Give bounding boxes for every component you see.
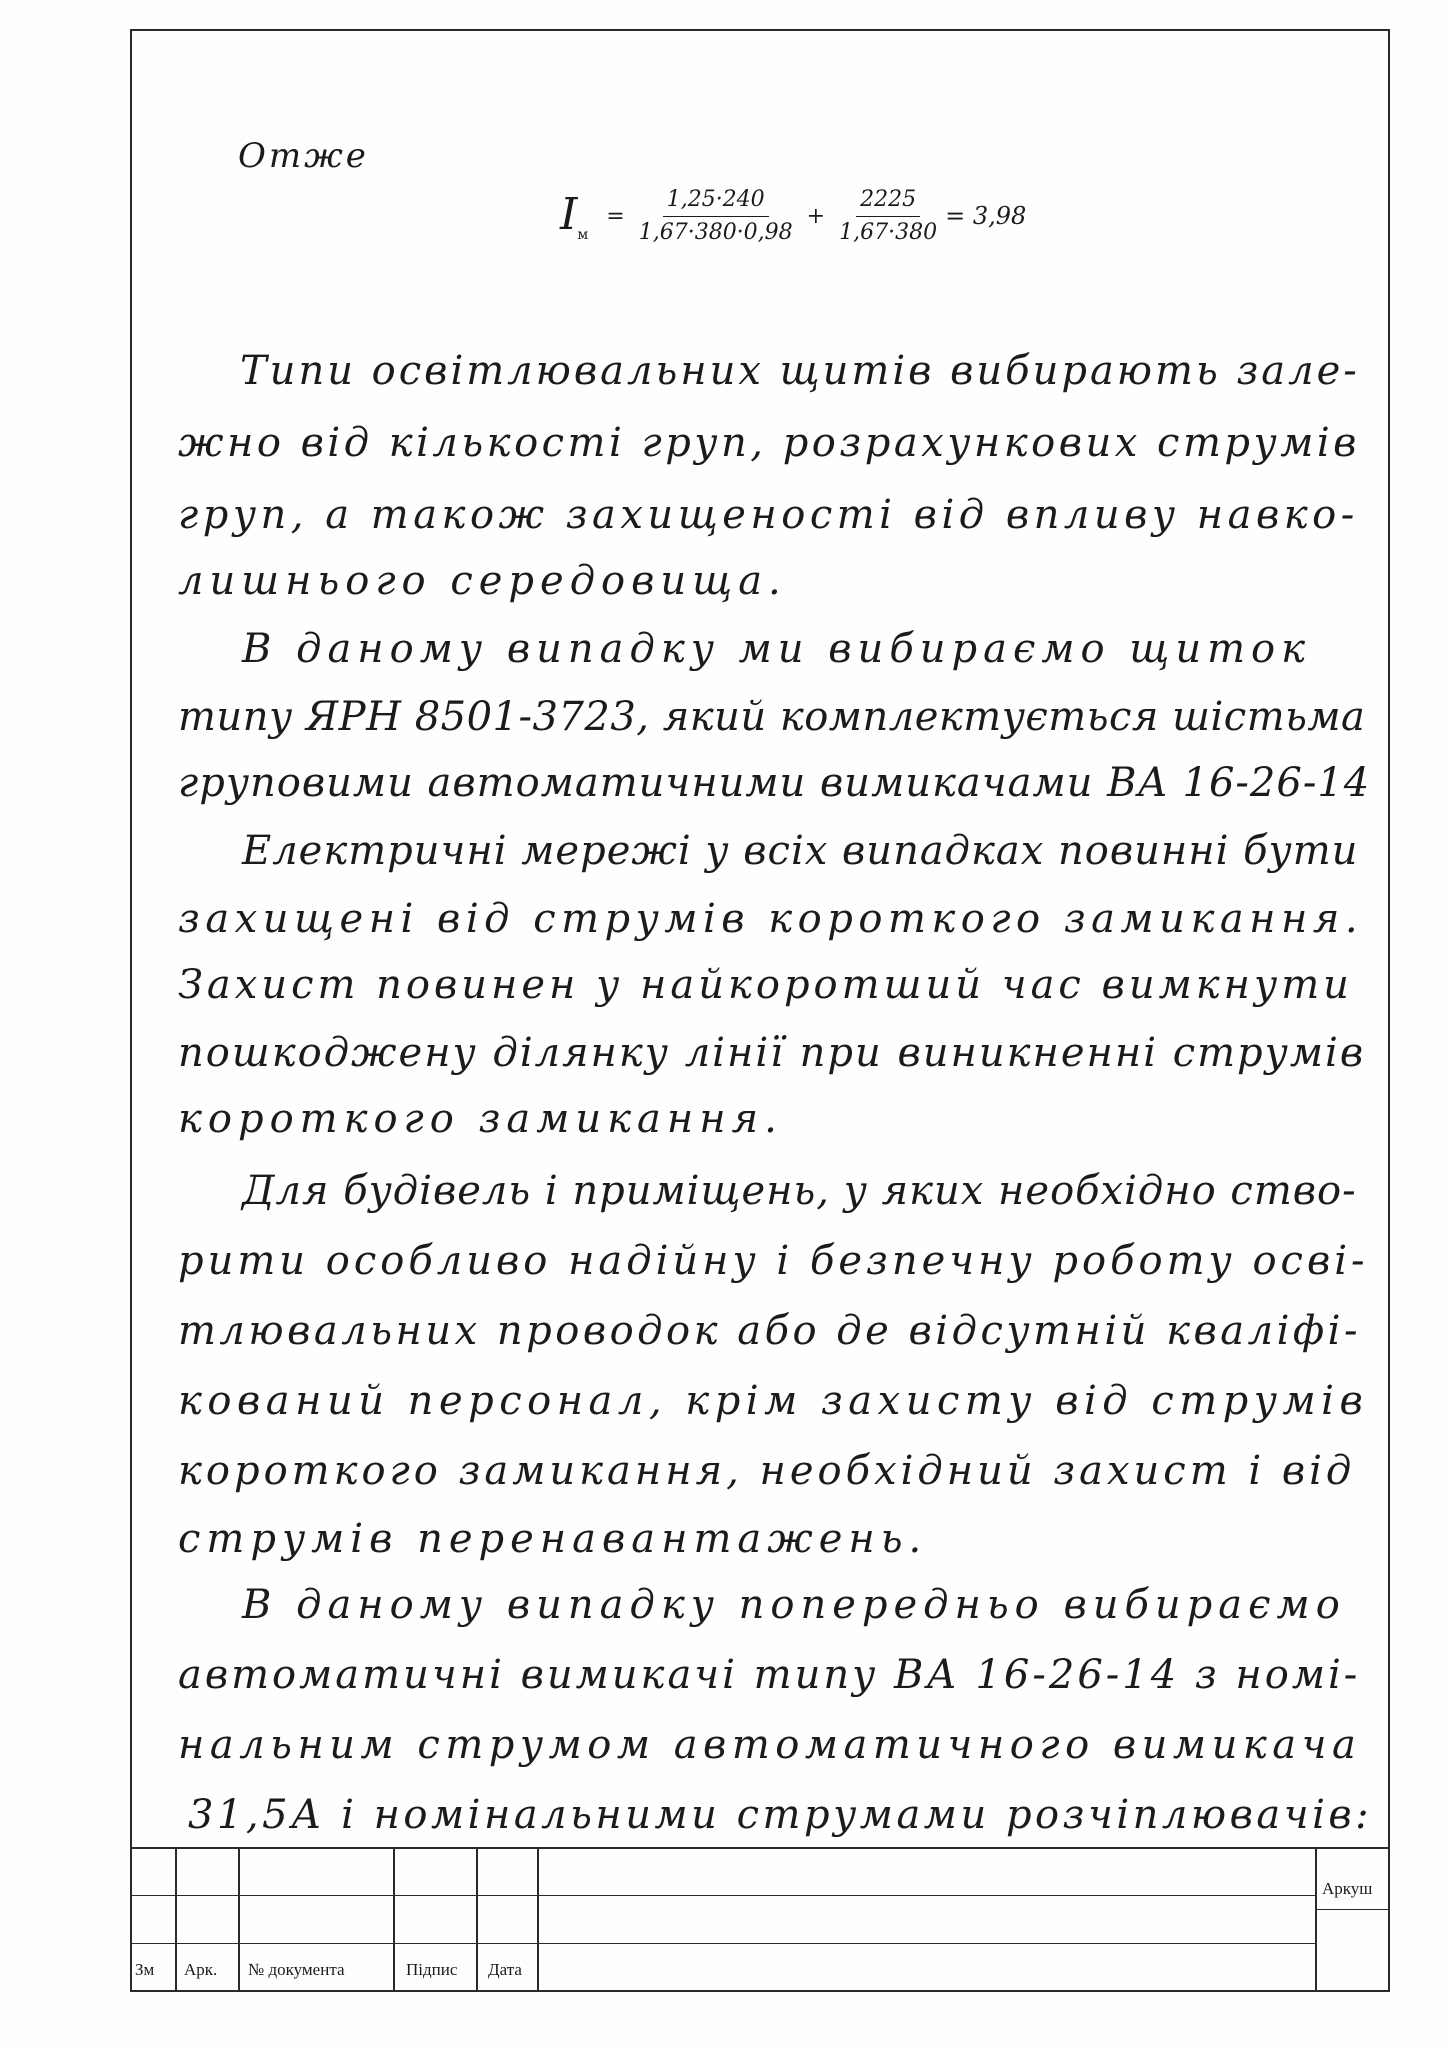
title-block-col-line	[175, 1847, 177, 1992]
formula-lhs	[560, 189, 588, 243]
title-block-row-line	[130, 1943, 1315, 1944]
sheet-label: Аркуш	[1322, 1879, 1373, 1898]
formula-lhs-subscript: м	[577, 226, 589, 243]
text-line: 31,5А і номінальними струмами розчіплювачів:	[188, 1792, 1373, 1838]
text-line: пошкоджену ділянку лінії при виникненні струмів	[178, 1030, 1366, 1076]
intro-word: Отже	[238, 136, 369, 176]
title-block-row-line	[130, 1895, 1315, 1896]
formula-fraction-1	[635, 186, 797, 246]
text-line: кований персонал, крім захисту від струмів	[178, 1378, 1369, 1424]
title-block-col-line	[537, 1847, 539, 1992]
formula-lhs-symbol: I	[560, 189, 578, 241]
fraction-2-numerator: 2225	[856, 186, 920, 217]
title-block-row-line	[1315, 1909, 1390, 1910]
text-line: Електричні мережі у всіх випадках повинні бути	[242, 828, 1359, 874]
text-line: рити особливо надійну і безпечну роботу осві-	[178, 1238, 1369, 1284]
fraction-1-numerator: 1,25·240	[663, 186, 769, 217]
formula-fraction-2	[835, 186, 941, 246]
text-line: Типи освітлювальних щитів вибирають зале-	[240, 348, 1360, 394]
text-line: типу ЯРН 8501-3723, який комплектується шістьма	[178, 694, 1366, 740]
fraction-2-denominator: 1,67·380	[839, 219, 938, 245]
col-label-zm: Зм	[135, 1960, 155, 1979]
title-block-top-border	[130, 1847, 1390, 1849]
formula-equals: =	[606, 203, 625, 229]
text-line: короткого замикання.	[178, 1096, 783, 1142]
text-line: струмів перенавантажень.	[178, 1516, 928, 1562]
col-label-date: Дата	[488, 1960, 522, 1979]
title-block-col-line	[238, 1847, 240, 1992]
text-line: короткого замикання, необхідний захист і від	[178, 1448, 1356, 1494]
title-block	[130, 1847, 1390, 1992]
text-line: груп, а також захищеності від впливу навко-	[178, 492, 1359, 538]
text-line: захищені від струмів короткого замикання.	[178, 896, 1364, 942]
title-block-col-line	[1315, 1847, 1317, 1992]
formula-result: = 3,98	[945, 202, 1027, 230]
text-line: автоматичні вимикачі типу ВА 16-26-14 з номі-	[178, 1652, 1361, 1698]
title-block-col-line	[476, 1847, 478, 1992]
current-formula	[560, 186, 1026, 246]
col-label-doc-no: № документа	[248, 1960, 345, 1979]
title-block-col-line	[393, 1847, 395, 1992]
formula-plus: +	[806, 203, 826, 229]
text-line: груповими автоматичними вимикачами ВА 16-26-14	[178, 760, 1371, 806]
text-line: В даному випадку попередньо вибираємо	[242, 1582, 1346, 1628]
fraction-1-denominator: 1,67·380·0,98	[638, 219, 793, 245]
text-line: жно від кількості груп, розрахункових струмів	[178, 420, 1360, 466]
text-line: В даному випадку ми вибираємо щиток	[242, 626, 1312, 672]
text-line: нальним струмом автоматичного вимикача	[178, 1722, 1362, 1768]
text-line: тлювальних проводок або де відсутній кваліфі-	[178, 1308, 1361, 1354]
text-line: Захист повинен у найкоротший час вимкнути	[178, 962, 1353, 1008]
text-line: Для будівель і приміщень, у яких необхідно ство-	[242, 1168, 1357, 1214]
col-label-signature: Підпис	[406, 1960, 458, 1979]
col-label-ark: Арк.	[184, 1960, 218, 1979]
text-line: лишнього середовища.	[178, 558, 787, 604]
